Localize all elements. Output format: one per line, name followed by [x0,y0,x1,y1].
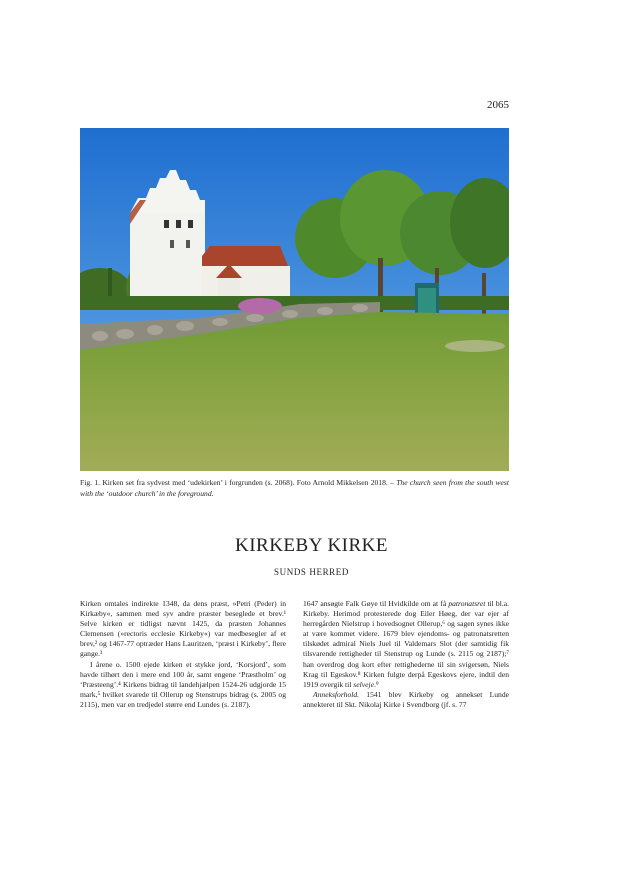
left-column [80,599,286,710]
paragraph: I årene o. 1500 ejede kirken et stykke jord, ‘Korsjord’, som havde tilhørt den i mere end 100 år, samt engene ‘Præstholm’ og ‘Præsteeng’.⁴ Kirkens bidrag til landehjælpen 1524-26 udgjorde 15 mark,⁵ hvilket svarede til Ollerup og Stenstrups bidrag (s. 2005 og 2115), men var en tredjedel større end Lundes (s. 2187). [80,659,286,709]
text-run: .⁹ [373,679,379,689]
page-title: KIRKEBY KIRKE [234,535,389,556]
section-run-in: Anneksforhold. [313,689,360,699]
paragraph [303,599,509,690]
paragraph [303,690,509,710]
emphasis: selveje [353,679,374,689]
figure-caption [80,477,509,499]
text-run: til bl.a. Kirkeby. Herimod protesterede dog Eiler Høeg, der var ejer af herregården Nielstrup i hovedsognet Ollerup,⁶ og sagen synes ikke at være kommet videre. 1679 blev ejendoms- og patronatsretten tilskødet admiral Niels Juel til Valdemars Slot (der samtidig fik tilsvarende rettigheder til Stenstrup og Lunde (s. 2115 og 2187);⁷ han overdrog dog kort efter rettighederne til sin svigersøn, Niels Krag til Egeskov.⁸ Kirken fulgte derpå Egeskovs ejere, indtil den 1919 overgik til [303,599,509,689]
page-subtitle: SUNDS HERRED [274,567,349,577]
text-run: 1647 ansøgte Falk Gøye til Hvidkilde om at få [303,599,449,608]
caption-english: The church seen from the south west with the ‘outdoor church’ in the foreground. [80,478,509,498]
text-run: 1541 blev Kirkeby og annekset Lunde annekteret til Skt. Nikolaj Kirke i Svendborg (jf. s. 77 [303,689,509,709]
paragraph: Kirken omtales indirekte 1348, da dens præst, »Petri (Peder) in Kirkæby«, sammen med syv andre præster beseglede et brev.¹ Selve kirken er tidligst nævnt 1425, da præsten Johannes Clemensen (»rectoris ecclesie Kirkeby«) var medbesegler af et brev,² og 1467-77 optræder Hans Lauritzen, ‘præst i Kirkeby’, flere gange.³ [80,599,286,659]
page-number: 2065 [487,99,509,111]
church-photo [80,128,509,471]
right-column [303,599,509,710]
caption-danish: Fig. 1. Kirken set fra sydvest med ‘udekirken’ i forgrunden (s. 2068). Foto Arnold Mikkelsen 2018. – [80,478,394,487]
emphasis: patronatsret [448,599,486,608]
